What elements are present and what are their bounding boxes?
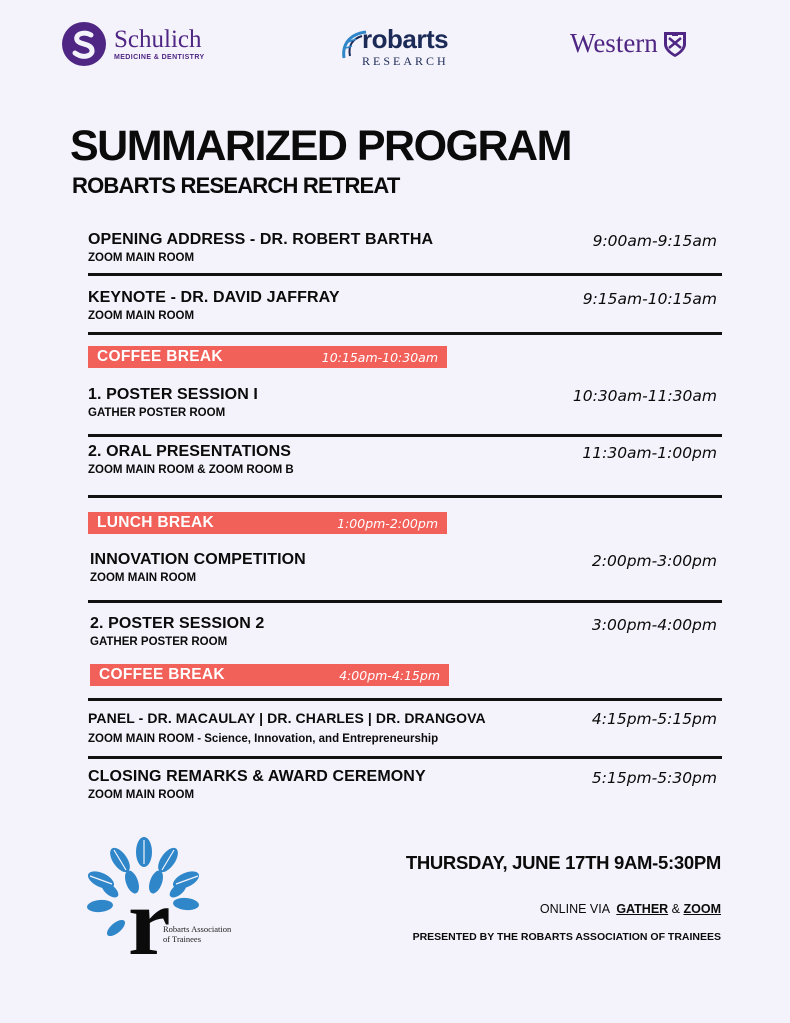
schulich-s-icon <box>62 22 106 66</box>
session-time: 10:30am-11:30am <box>572 387 717 405</box>
session-title: 2. ORAL PRESENTATIONS <box>88 443 292 460</box>
session-title: KEYNOTE - DR. DAVID JAFFRAY <box>88 289 340 306</box>
break-bar-lunch <box>88 512 447 534</box>
session-time: 2:00pm-3:00pm <box>591 552 717 570</box>
divider <box>88 273 722 276</box>
break-bar-coffee-2 <box>90 664 449 686</box>
break-label: COFFEE BREAK <box>97 348 223 365</box>
online-via-line <box>540 902 721 916</box>
divider <box>88 495 722 498</box>
robarts-name: robarts <box>362 24 449 54</box>
break-time: 1:00pm-2:00pm <box>337 516 438 531</box>
page-title: SUMMARIZED PROGRAM <box>70 122 571 170</box>
session-title: 2. POSTER SESSION 2 <box>90 615 265 632</box>
divider <box>88 600 722 603</box>
session-time: 5:15pm-5:30pm <box>591 769 717 787</box>
schulich-subtitle: MEDICINE & DENTISTRY <box>114 54 205 61</box>
session-title: OPENING ADDRESS - DR. ROBERT BARTHA <box>88 231 434 248</box>
rat-logo-line-2: of Trainees <box>163 934 202 945</box>
break-label: COFFEE BREAK <box>99 666 225 683</box>
online-prefix: ONLINE VIA <box>539 902 610 916</box>
break-time: 4:00pm-4:15pm <box>339 668 440 683</box>
session-room: ZOOM MAIN ROOM <box>88 252 195 264</box>
session-room: ZOOM MAIN ROOM <box>88 789 195 801</box>
robarts-research-logo <box>340 24 460 72</box>
robarts-subtitle: RESEARCH <box>362 54 449 68</box>
session-time: 9:00am-9:15am <box>592 232 717 250</box>
session-time: 9:15am-10:15am <box>582 290 717 308</box>
session-title: PANEL - DR. MACAULAY | DR. CHARLES | DR. DRANGOVA <box>88 710 486 726</box>
session-title: INNOVATION COMPETITION <box>90 551 306 568</box>
divider <box>88 332 722 335</box>
divider <box>88 434 722 437</box>
session-room: GATHER POSTER ROOM <box>90 636 228 648</box>
online-amp: & <box>671 902 681 916</box>
divider <box>88 698 722 701</box>
session-title: CLOSING REMARKS & AWARD CEREMONY <box>88 768 426 785</box>
session-room: ZOOM MAIN ROOM <box>90 572 197 584</box>
session-time: 11:30am-1:00pm <box>582 444 717 462</box>
break-label: LUNCH BREAK <box>97 514 214 531</box>
western-name: Western <box>570 28 658 58</box>
divider <box>88 756 722 759</box>
zoom-link[interactable]: ZOOM <box>683 902 721 916</box>
partner-logos <box>0 18 790 78</box>
rat-logo-text <box>163 924 231 944</box>
event-date: THURSDAY, JUNE 17TH 9AM-5:30PM <box>405 852 721 873</box>
session-time: 3:00pm-4:00pm <box>591 616 717 634</box>
gather-link[interactable]: GATHER <box>616 902 669 916</box>
page-subtitle: ROBARTS RESEARCH RETREAT <box>72 173 400 198</box>
session-title: 1. POSTER SESSION I <box>88 386 258 403</box>
session-room: ZOOM MAIN ROOM - Science, Innovation, and Entrepreneurship <box>88 733 439 745</box>
break-bar-coffee-1 <box>88 346 447 368</box>
session-time: 4:15pm-5:15pm <box>591 710 717 728</box>
schulich-name: Schulich <box>114 26 202 53</box>
western-crest-icon <box>662 29 688 59</box>
presented-by: PRESENTED BY THE ROBARTS ASSOCIATION OF TRAINEES <box>412 931 721 943</box>
session-room: GATHER POSTER ROOM <box>88 407 226 419</box>
break-time: 10:15am-10:30am <box>321 350 438 365</box>
rat-logo-line-1: Robarts Association <box>163 924 232 934</box>
western-logo <box>570 28 688 59</box>
session-room: ZOOM MAIN ROOM & ZOOM ROOM B <box>88 464 294 476</box>
schulich-logo <box>62 22 205 66</box>
session-room: ZOOM MAIN ROOM <box>88 310 195 322</box>
svg-text:r: r <box>128 868 171 962</box>
